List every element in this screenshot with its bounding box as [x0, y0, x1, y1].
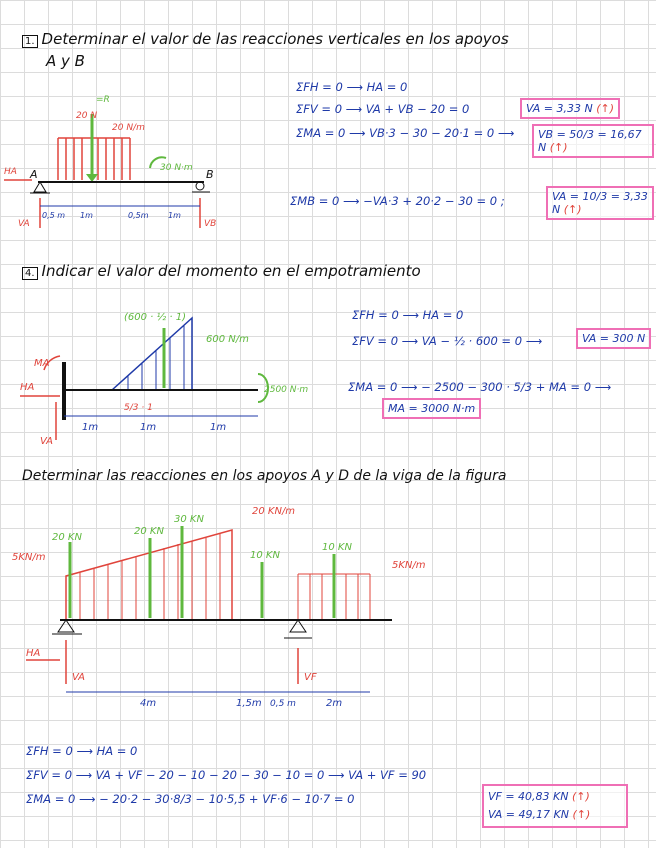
p1-eq4-result: VA = 10/3 = 3,33 N (↑) — [546, 186, 654, 220]
p1-eq3-result: VB = 50/3 = 16,67 N (↑) — [532, 124, 654, 158]
label-10kn-b: 10 KN — [322, 542, 352, 553]
load-label: 20 N/m — [112, 123, 145, 133]
dim-2-3: 1m — [210, 422, 227, 433]
problem-1-title: 1. Determinar el valor de las reacciones verticales en los apoyos — [22, 30, 509, 48]
label-30kn: 30 KN — [174, 514, 204, 525]
support-b — [196, 182, 204, 190]
ha-3-label: HA — [26, 648, 41, 659]
resultant-label: 20 N — [76, 111, 98, 121]
dim-4: 1m — [168, 211, 181, 220]
centroid-label: 5/3 · 1 — [124, 403, 153, 413]
node-a: A — [30, 168, 38, 181]
support-f-3 — [290, 620, 306, 632]
p3-eq2: ΣFV = 0 ⟶ VA + VF − 20 − 10 − 20 − 30 − 10 = 0 ⟶ VA + VF = 90 — [26, 768, 427, 782]
resultant-r-label: =R — [96, 95, 110, 105]
p1-eq4: ΣMB = 0 ⟶ −VA·3 + 20·2 − 30 = 0 ; — [290, 194, 505, 208]
problem-2-number: 4. — [22, 267, 38, 280]
dim-3-4: 2m — [326, 698, 343, 709]
resultant-2-label: (600 · ½ · 1) — [124, 312, 187, 323]
va-3-label: VA — [72, 672, 86, 683]
p2-eq2-result: VA = 300 N — [576, 328, 651, 349]
p3-results: VF = 40,83 KN (↑) VA = 49,17 KN (↑) — [482, 784, 628, 828]
p2-eq3-result: MA = 3000 N·m — [382, 398, 481, 419]
dim-3: 0,5m — [128, 211, 149, 220]
node-b: B — [206, 168, 214, 181]
p1-eq2-result: VA = 3,33 N (↑) — [520, 98, 620, 119]
p3-res1: VF = 40,83 KN — [488, 790, 569, 803]
problem-1-title-line2: A y B — [46, 52, 85, 70]
dim-3-1: 4m — [140, 698, 157, 709]
support-a-3 — [58, 620, 74, 632]
p3-eq1: ΣFH = 0 ⟶ HA = 0 — [26, 744, 138, 758]
label-20kn-a: 20 KN — [52, 532, 82, 543]
label-10kn-a: 10 KN — [250, 550, 280, 561]
dim-2: 1m — [80, 211, 93, 220]
problem-1-number: 1. — [22, 35, 38, 48]
p2-eq2: ΣFV = 0 ⟶ VA − ½ · 600 = 0 ⟶ — [352, 334, 543, 348]
vb-label: VB — [204, 219, 217, 229]
dim-3-2: 1,5m — [236, 698, 262, 709]
distributed-load-20 — [58, 138, 130, 180]
problem-1-figure — [0, 80, 230, 240]
p3-res2: VA = 49,17 KN — [488, 808, 569, 821]
triangular-load — [112, 318, 192, 390]
problem-2-title: 4. Indicar el valor del momento en el empotramiento — [22, 262, 421, 280]
moment-2-label: 2500 N·m — [264, 385, 309, 395]
ha-label: HA — [4, 167, 17, 177]
p2-eq1: ΣFH = 0 ⟶ HA = 0 — [352, 308, 464, 322]
dim-2-2: 1m — [140, 422, 157, 433]
problem-3-figure — [0, 498, 460, 718]
vf-3-label: VF — [304, 672, 317, 683]
p3-eq3: ΣMA = 0 ⟶ − 20·2 − 30·8/3 − 10·5,5 + VF·6 − 10·7 = 0 — [26, 792, 355, 806]
load-2-label: 600 N/m — [206, 334, 249, 345]
label-5kn-left: 5KN/m — [12, 552, 46, 563]
dim-1: 0,5 m — [42, 211, 66, 220]
va-label: VA — [18, 219, 30, 229]
support-a — [34, 182, 46, 192]
ha-2-label: HA — [20, 382, 35, 393]
va-2-label: VA — [40, 436, 54, 447]
p1-eq1: ΣFH = 0 ⟶ HA = 0 — [296, 80, 408, 94]
p1-eq2: ΣFV = 0 ⟶ VA + VB − 20 = 0 — [296, 102, 470, 116]
label-20kn-m: 20 KN/m — [252, 506, 296, 517]
p1-eq3: ΣMA = 0 ⟶ VB·3 − 30 − 20·1 = 0 ⟶ — [296, 126, 515, 140]
problem-3-title: Determinar las reacciones en los apoyos A y D de la viga de la figura — [22, 468, 507, 484]
moment-label: 30 N·m — [160, 163, 193, 173]
label-20kn-b: 20 KN — [134, 526, 164, 537]
resultant-arrow — [86, 114, 98, 182]
ma-label: MA — [34, 358, 50, 369]
dim-2-1: 1m — [82, 422, 99, 433]
dim-3-3: 0,5 m — [270, 699, 296, 709]
p2-eq3: ΣMA = 0 ⟶ − 2500 − 300 · 5/3 + MA = 0 ⟶ — [348, 380, 612, 394]
problem-2-figure — [0, 290, 330, 460]
label-5kn-right: 5KN/m — [392, 560, 426, 571]
